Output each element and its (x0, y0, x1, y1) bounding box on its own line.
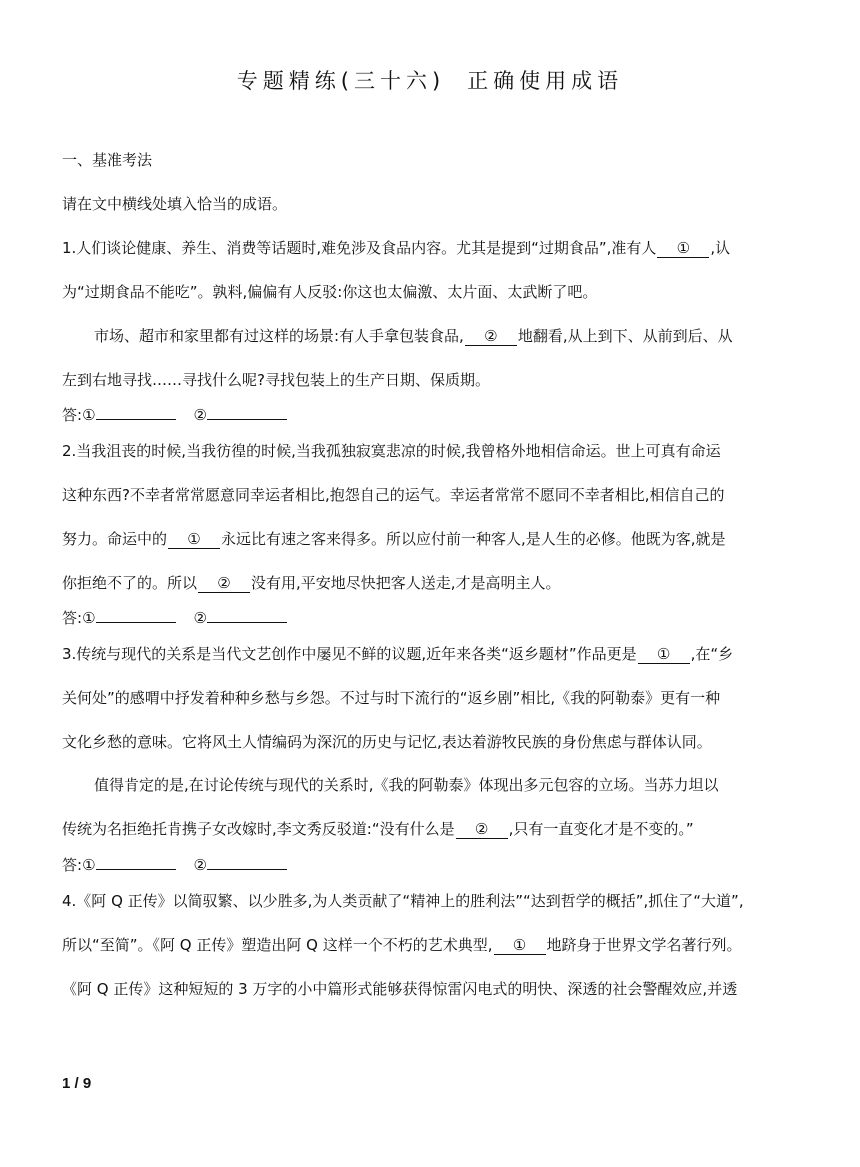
q3-line-5: 传统为名拒绝托肯携子女改嫁时,李文秀反驳道:“没有什么是 ② ,只有一直变化才是不变的。” (62, 820, 694, 838)
q2-blank-1: ① (168, 530, 220, 549)
page-title (0, 66, 860, 96)
q4-line-3: 《阿 Q 正传》这种短短的 3 万字的小中篇形式能够获得惊雷闪电式的明快、深透的社会警醒效应,并透 (62, 980, 738, 998)
q4-blank-1: ① (494, 936, 546, 955)
title-main: 专题精练(三十六) (236, 69, 446, 93)
q3-line-2: 关何处”的感喟中抒发着种种乡愁与乡怨。不过与时下流行的“返乡剧”相比,《我的阿勒泰》更有一种 (62, 689, 721, 707)
q1-answer-line-2 (207, 403, 287, 420)
q3-answer: 答:① ② (62, 853, 802, 877)
q2-blank-2: ② (198, 574, 250, 593)
q3-line-3: 文化乡愁的意味。它将风土人情编码为深沉的历史与记忆,表达着游牧民族的身份焦虑与群体认同。 (62, 733, 712, 751)
q1-answer-line-1 (96, 403, 176, 420)
q1-line-4: 左到右地寻找……寻找什么呢?寻找包装上的生产日期、保质期。 (62, 371, 490, 389)
q2-line-2: 这种东西?不幸者常常愿意同幸运者相比,抱怨自己的运气。幸运者常常不愿同不幸者相比,相信自己的 (62, 486, 725, 504)
title-sub: 正确使用成语 (467, 69, 624, 93)
q3-answer-line-2 (207, 853, 287, 870)
q3-blank-2: ② (456, 820, 508, 839)
q2-line-1: 2.当我沮丧的时候,当我彷徨的时候,当我孤独寂寞悲凉的时候,我曾格外地相信命运。世上可真有命运 (62, 442, 721, 460)
page-number: 1 / 9 (62, 1075, 92, 1092)
q3-line-1: 3.传统与现代的关系是当代文艺创作中屡见不鲜的议题,近年来各类“返乡题材”作品更是 ① ,在“乡 (62, 645, 734, 663)
q2-answer-line-2 (207, 606, 287, 623)
q2-line-3: 努力。命运中的 ① 永远比有速之客来得多。所以应付前一种客人,是人生的必修。他既为客,就是 (62, 530, 726, 548)
q1-blank-1: ① (657, 239, 709, 258)
q3-answer-line-1 (96, 853, 176, 870)
q3-blank-1: ① (638, 645, 690, 664)
section-heading: 一、基准考法 (62, 151, 153, 169)
instruction: 请在文中横线处填入恰当的成语。 (62, 195, 288, 213)
q1-line-3: 市场、超市和家里都有过这样的场景:有人手拿包装食品, ② 地翻看,从上到下、从前到后、从 (94, 327, 733, 345)
q2-answer: 答:① ② (62, 606, 802, 630)
q2-line-4: 你拒绝不了的。所以 ② 没有用,平安地尽快把客人送走,才是高明主人。 (62, 574, 561, 592)
q1-answer: 答:① ② (62, 403, 802, 427)
q1-blank-2: ② (465, 327, 517, 346)
q1-line-2: 为“过期食品不能吃”。孰料,偏偏有人反驳:你这也太偏激、太片面、太武断了吧。 (62, 283, 598, 301)
q3-line-4: 值得肯定的是,在讨论传统与现代的关系时,《我的阿勒泰》体现出多元包容的立场。当苏力坦以 (94, 776, 719, 794)
q2-answer-line-1 (96, 606, 176, 623)
q4-line-2: 所以“至简”。《阿 Q 正传》塑造出阿 Q 这样一个不朽的艺术典型, ① 地跻身于世界文学名著行列。 (62, 936, 742, 954)
q4-line-1: 4.《阿 Q 正传》以简驭繁、以少胜多,为人类贡献了“精神上的胜利法”“达到哲学的概括”,抓住了“大道”, (62, 892, 744, 910)
q1-line-1: 1.人们谈论健康、养生、消费等话题时,难免涉及食品内容。尤其是提到“过期食品”,准有人 ① ,认 (62, 239, 731, 257)
